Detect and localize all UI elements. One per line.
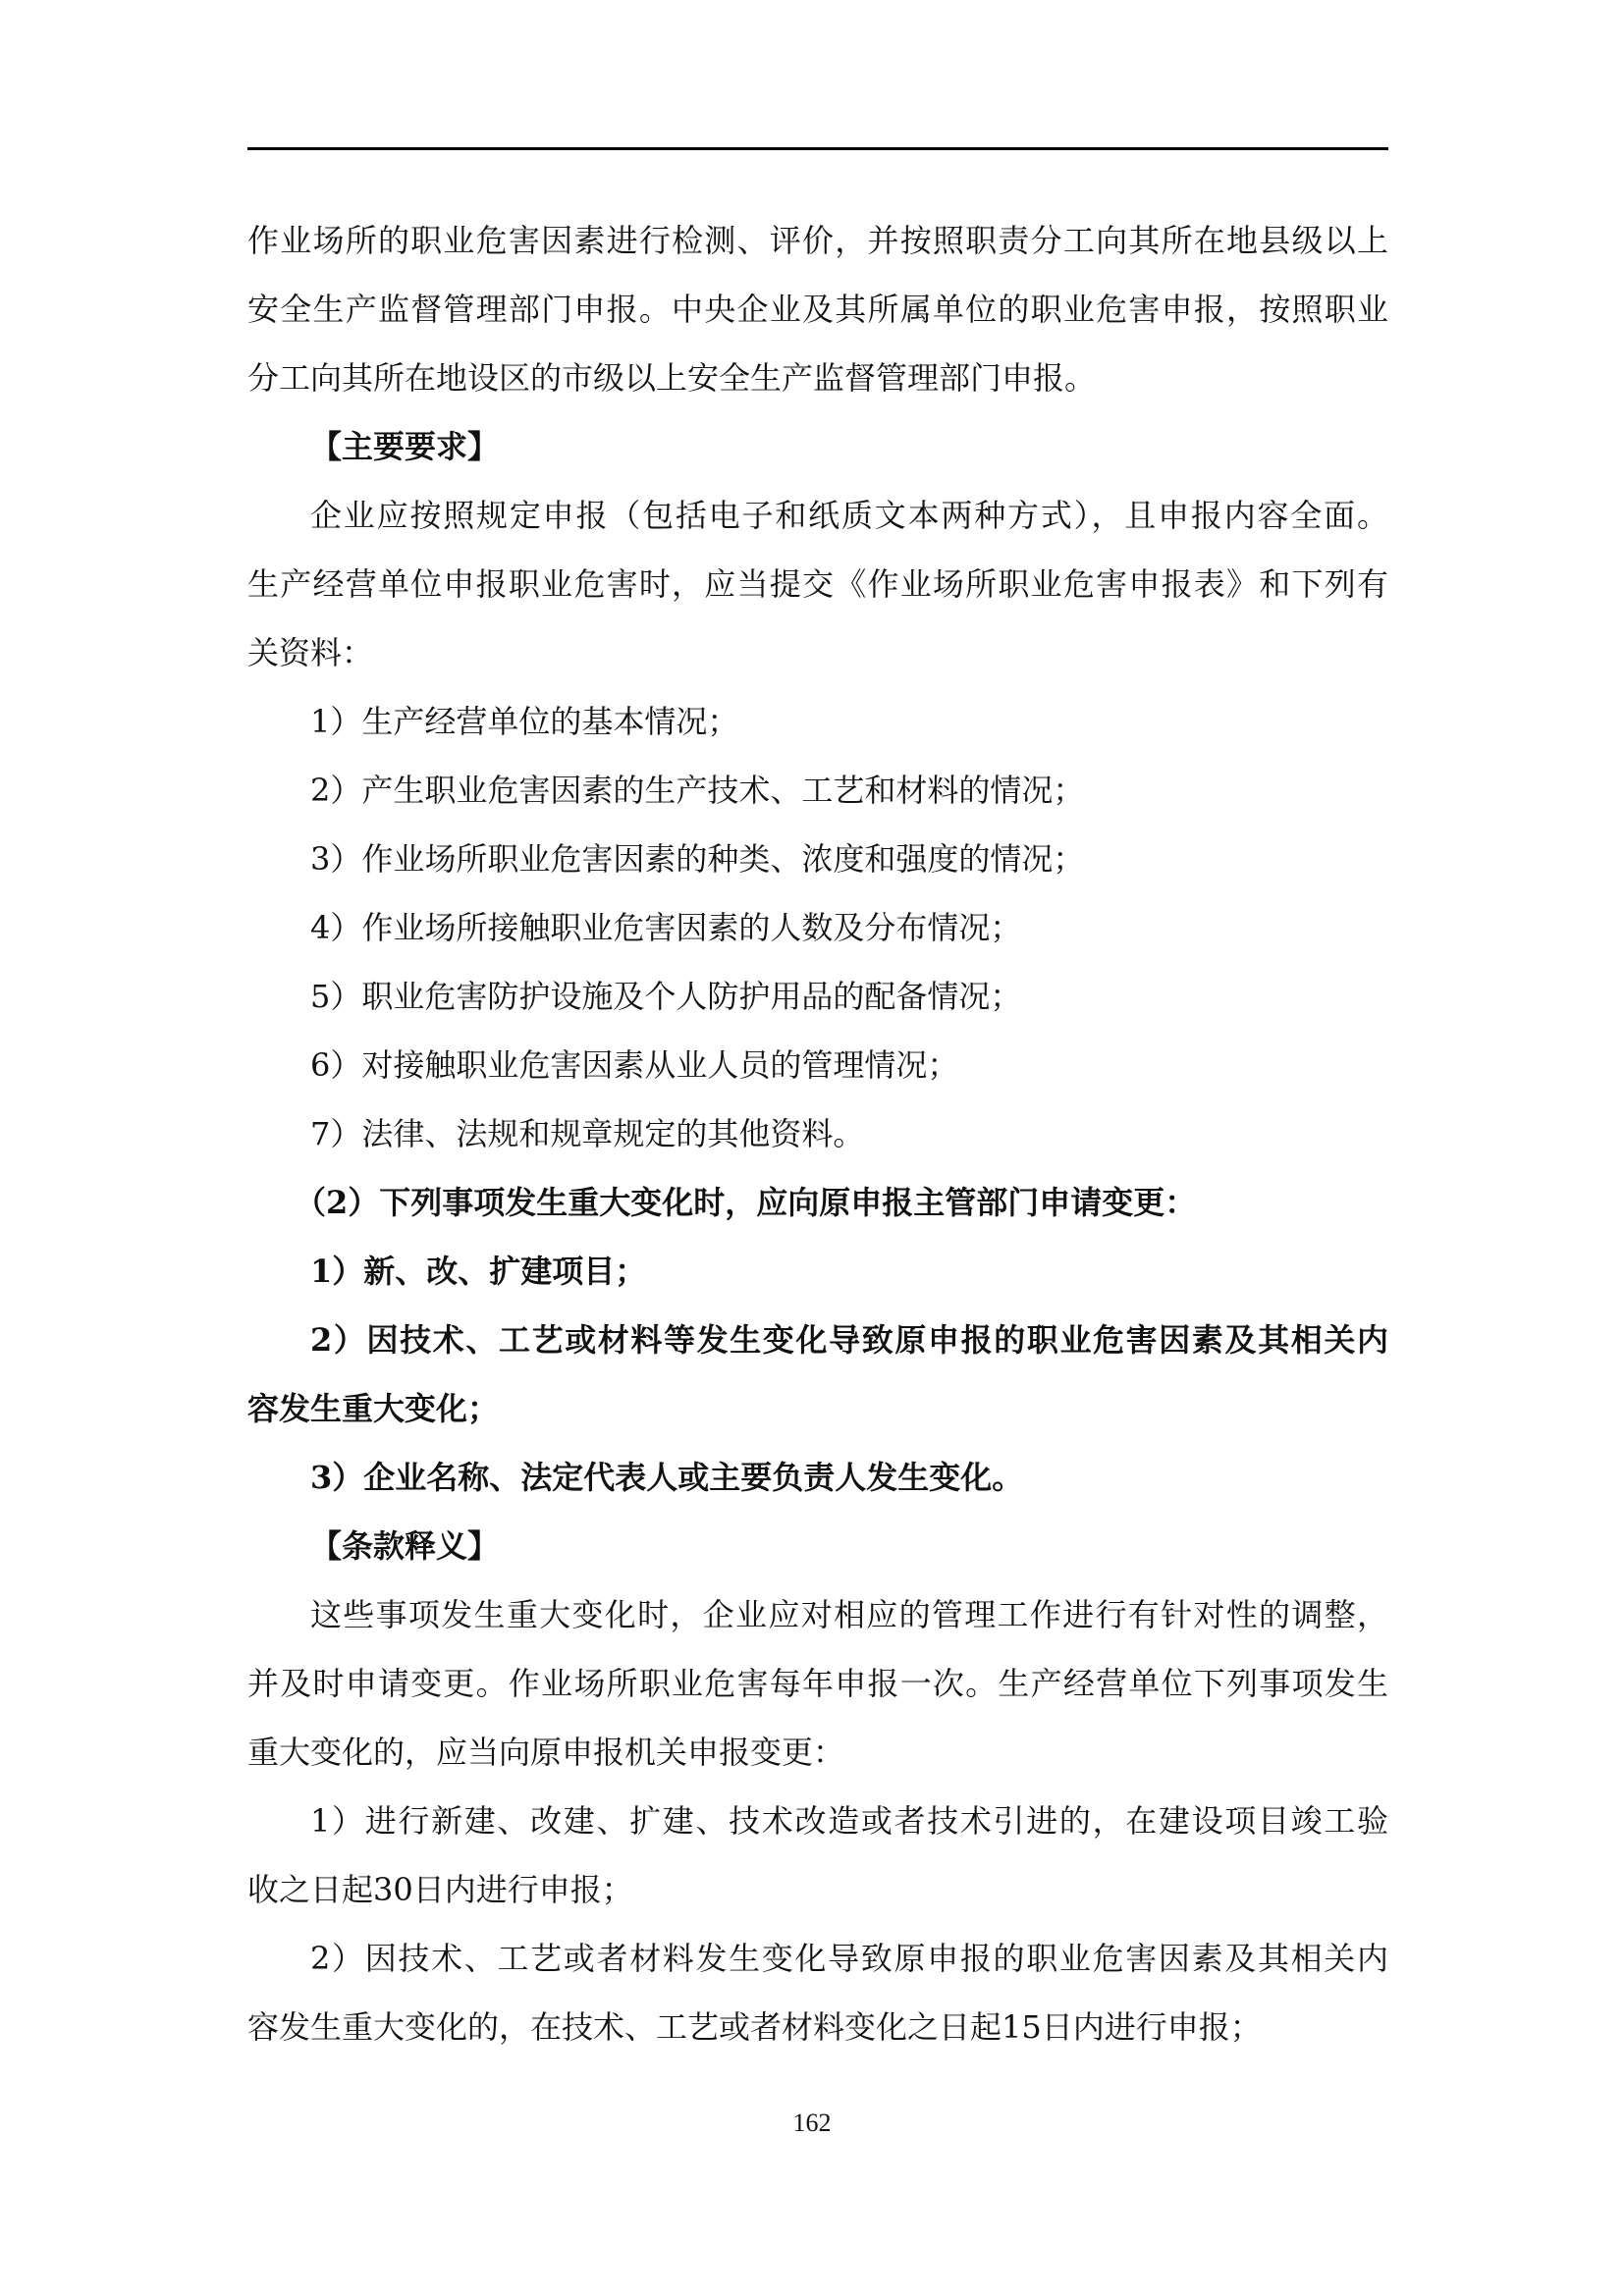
header-rule [247,147,1388,150]
document-body [247,206,1388,2061]
list-item: 3）作业场所职业危害因素的种类、浓度和强度的情况； [310,840,1085,878]
list-item: 2）因技术、工艺或材料等发生变化导致原申报的职业危害因素及其相关内 [310,1321,1388,1359]
list-item-continuation: 容发生重大变化； [247,1390,500,1427]
section-heading-clause-explanation: 【条款释义】 [310,1527,500,1565]
list-item: 5）职业危害防护设施及个人防护用品的配备情况； [310,978,1022,1015]
list-item-continuation: 容发生重大变化的，在技术、工艺或者材料变化之日起15日内进行申报； [247,2008,1262,2046]
paragraph-line: 并及时申请变更。作业场所职业危害每年申报一次。生产经营单位下列事项发生 [247,1665,1388,1702]
paragraph-line: 企业应按照规定申报（包括电子和纸质文本两种方式），且申报内容全面。 [310,497,1388,534]
list-item: 1）新、改、扩建项目； [310,1253,647,1290]
paragraph-line: 重大变化的，应当向原申报机关申报变更： [247,1734,845,1771]
paragraph-line: 关资料： [247,634,374,671]
list-item: 1）进行新建、改建、扩建、技术改造或者技术引进的，在建设项目竣工验 [310,1802,1388,1840]
paragraph-line: 安全生产监督管理部门申报。中央企业及其所属单位的职业危害申报，按照职业 [247,291,1388,328]
section-heading-main-requirements: 【主要要求】 [310,428,500,465]
list-item: 2）产生职业危害因素的生产技术、工艺和材料的情况； [310,772,1085,809]
paragraph-line: 分工向其所在地设区的市级以上安全生产监督管理部门申报。 [247,359,1097,397]
list-item-continuation: 收之日起30日内进行申报； [247,1871,633,1908]
page-number: 162 [792,2109,832,2137]
list-item: 1）生产经营单位的基本情况； [310,703,739,740]
list-item: 3）企业名称、法定代表人或主要负责人发生变化。 [310,1459,1024,1496]
paragraph-line: 作业场所的职业危害因素进行检测、评价，并按照职责分工向其所在地县级以上 [247,222,1388,259]
list-item: 2）因技术、工艺或者材料发生变化导致原申报的职业危害因素及其相关内 [310,1940,1388,1977]
paragraph-line: 这些事项发生重大变化时，企业应对相应的管理工作进行有针对性的调整， [310,1596,1388,1633]
list-item: 7）法律、法规和规章规定的其他资料。 [310,1115,865,1152]
paragraph-line: 生产经营单位申报职业危害时，应当提交《作业场所职业危害申报表》和下列有 [247,565,1388,603]
list-item: 6）对接触职业危害因素从业人员的管理情况； [310,1046,959,1084]
list-item: 4）作业场所接触职业危害因素的人数及分布情况； [310,909,1022,946]
change-section-title: （2）下列事项发生重大变化时，应向原申报主管部门申请变更： [295,1184,1197,1221]
